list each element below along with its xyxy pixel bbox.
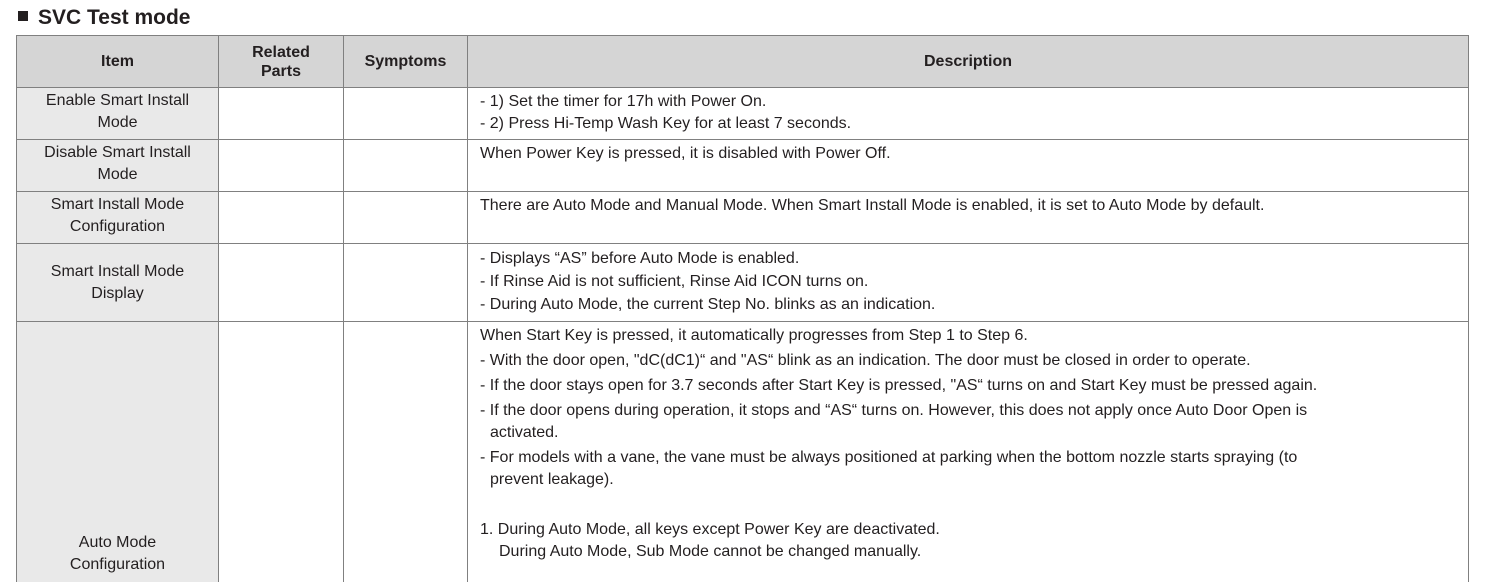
table-row <box>17 322 1469 582</box>
item-text-line: Disable Smart Install <box>44 144 191 161</box>
description-line: - If Rinse Aid is not sufficient, Rinse Aid ICON turns on. <box>480 273 869 290</box>
header-related-parts-text: Related Parts <box>252 43 310 80</box>
description-cell <box>468 244 1469 322</box>
description-cell <box>468 88 1469 140</box>
description-spacer <box>480 491 1458 519</box>
header-related-parts <box>219 36 344 88</box>
description-line: activated. <box>490 424 559 441</box>
description-line: - During Auto Mode, the current Step No. blinks as an indication. <box>480 296 936 313</box>
description-cell <box>468 322 1469 582</box>
item-cell <box>17 88 219 140</box>
header-description: Description <box>468 36 1469 88</box>
description-line: When Start Key is pressed, it automatically progresses from Step 1 to Step 6. <box>480 327 1028 344</box>
item-spacer <box>23 576 212 580</box>
description-line: - If the door stays open for 3.7 seconds after Start Key is pressed, "AS“ turns on and Start Key must be pressed again. <box>480 377 1318 394</box>
item-text-line: Enable Smart Install <box>45 92 190 109</box>
item-text-line: Mode <box>97 114 138 131</box>
table-row <box>17 88 1469 140</box>
table-row <box>17 140 1469 192</box>
description-line: 1. During Auto Mode, all keys except Power Key are deactivated. <box>480 521 940 538</box>
header-item: Item <box>17 36 219 88</box>
description-line: During Auto Mode, Sub Mode cannot be changed manually. <box>499 543 922 560</box>
description-line: - 2) Press Hi-Temp Wash Key for at least 7 seconds. <box>480 115 852 132</box>
symptoms-cell <box>344 244 468 322</box>
symptoms-cell <box>344 322 468 582</box>
related-parts-cell <box>219 244 344 322</box>
item-text-line: Configuration <box>69 555 166 573</box>
section-title <box>18 6 190 30</box>
item-text-line: Smart Install Mode <box>50 196 185 213</box>
item-cell <box>17 244 219 322</box>
description-cell <box>468 140 1469 192</box>
table-header-row <box>17 36 1469 88</box>
item-cell <box>17 140 219 192</box>
symptoms-cell <box>344 192 468 244</box>
description-line: prevent leakage). <box>490 471 614 488</box>
related-parts-cell <box>219 192 344 244</box>
description-line: - Displays “AS” before Auto Mode is enabled. <box>480 250 800 267</box>
svc-test-mode-table <box>16 35 1469 582</box>
description-line: - With the door open, "dC(dC1)“ and "AS“ blink as an indication. The door must be closed in order to operate. <box>480 352 1251 369</box>
related-parts-cell <box>219 88 344 140</box>
related-parts-cell <box>219 322 344 582</box>
item-text-line: Configuration <box>69 218 166 235</box>
description-line: - If the door opens during operation, it stops and “AS“ turns on. However, this does not apply once Auto Door Open is <box>480 402 1308 419</box>
item-text-line: Mode <box>97 166 138 183</box>
item-text-line: Display <box>91 284 144 302</box>
description-line: - 1) Set the timer for 17h with Power On. <box>480 93 767 110</box>
related-parts-cell <box>219 140 344 192</box>
item-text-line: Auto Mode <box>78 533 157 551</box>
item-text-line: Smart Install Mode <box>50 262 185 280</box>
item-cell <box>17 322 219 582</box>
table-row <box>17 192 1469 244</box>
header-symptoms: Symptoms <box>344 36 468 88</box>
description-cell <box>468 192 1469 244</box>
symptoms-cell <box>344 140 468 192</box>
table-row <box>17 244 1469 322</box>
section-title-text: SVC Test mode <box>38 6 191 29</box>
item-cell <box>17 192 219 244</box>
description-line: - For models with a vane, the vane must be always positioned at parking when the bottom nozzle starts spraying (to <box>480 449 1298 466</box>
description-line: When Power Key is pressed, it is disabled with Power Off. <box>480 145 891 162</box>
symptoms-cell <box>344 88 468 140</box>
square-bullet-icon <box>18 11 28 21</box>
description-line: There are Auto Mode and Manual Mode. When Smart Install Mode is enabled, it is set to Auto Mode by default. <box>480 197 1265 214</box>
